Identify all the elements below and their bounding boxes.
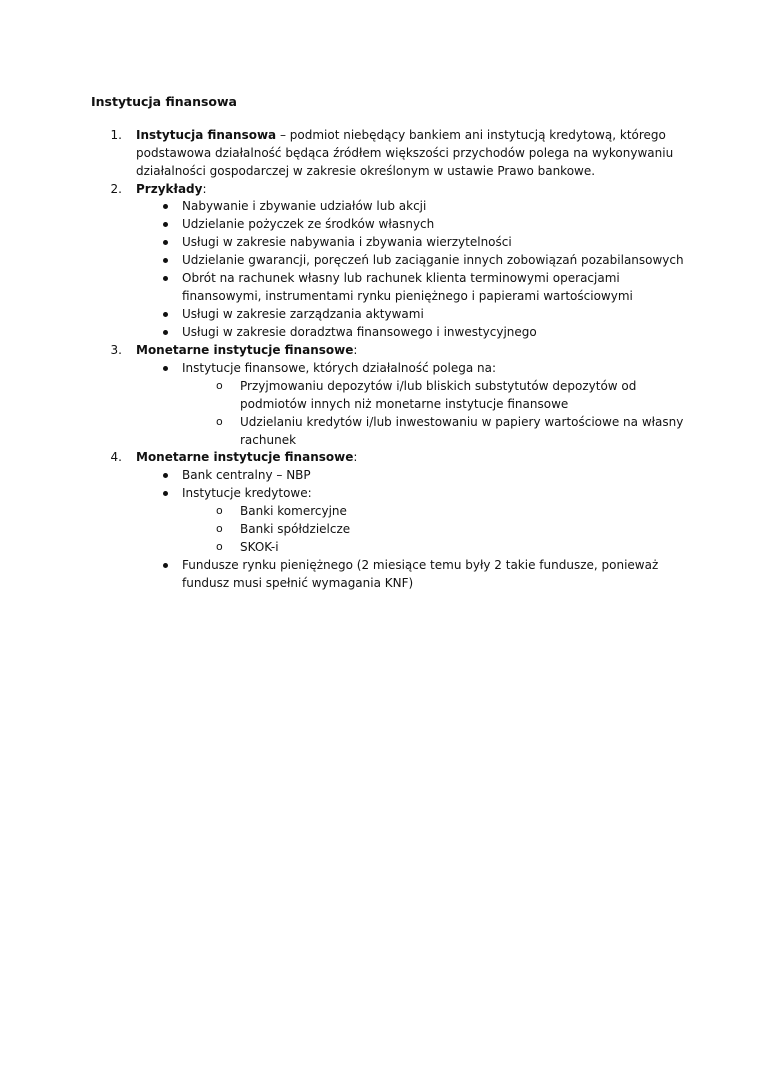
document-title: Instytucja finansowa xyxy=(91,94,237,109)
bullet-icon xyxy=(163,222,168,227)
sub-bullet-icon: o xyxy=(216,540,223,553)
item-number: 2. xyxy=(110,182,122,196)
colon: : xyxy=(202,182,207,196)
item3-term: Monetarne instytucje finansowe xyxy=(136,343,354,357)
item2-heading xyxy=(136,180,207,198)
list-item: Nabywanie i zbywanie udziałów lub akcji xyxy=(182,199,427,213)
item-number: 4. xyxy=(110,450,122,464)
item1-line xyxy=(136,126,666,144)
list-item: Instytucje kredytowe: xyxy=(182,486,312,500)
list-item-continuation: finansowymi, instrumentami rynku pieniężnego i papierami wartościowymi xyxy=(182,289,633,303)
list-item: Udzielanie gwarancji, poręczeń lub zaciąganie innych zobowiązań pozabilansowych xyxy=(182,253,684,267)
bullet-icon xyxy=(163,473,168,478)
list-item-continuation: fundusz musi spełnić wymagania KNF) xyxy=(182,576,414,590)
bullet-icon xyxy=(163,491,168,496)
list-item: Fundusze rynku pieniężnego (2 miesiące temu były 2 takie fundusze, ponieważ xyxy=(182,558,659,572)
colon: : xyxy=(353,343,358,357)
list-item: Obrót na rachunek własny lub rachunek klienta terminowymi operacjami xyxy=(182,271,620,285)
item1-text: – podmiot niebędący bankiem ani instytucją kredytową, którego xyxy=(276,128,666,142)
list-item: Bank centralny – NBP xyxy=(182,468,311,482)
list-item: Udzielanie pożyczek ze środków własnych xyxy=(182,217,435,231)
item-number: 3. xyxy=(110,343,122,357)
bullet-icon xyxy=(163,563,168,568)
item1-term: Instytucja finansowa xyxy=(136,128,277,142)
bullet-icon xyxy=(163,276,168,281)
item2-term: Przykłady xyxy=(136,182,203,196)
sub-list-item: Przyjmowaniu depozytów i/lub bliskich substytutów depozytów od xyxy=(240,379,637,393)
bullet-icon xyxy=(163,240,168,245)
list-item: Usługi w zakresie nabywania i zbywania wierzytelności xyxy=(182,235,512,249)
bullet-icon xyxy=(163,330,168,335)
sub-bullet-icon: o xyxy=(216,415,223,428)
sub-list-item: SKOK-i xyxy=(240,540,279,554)
list-item: Instytucje finansowe, których działalność polega na: xyxy=(182,361,497,375)
item1-line: działalności gospodarczej w zakresie określonym w ustawie Prawo bankowe. xyxy=(136,164,596,178)
item3-heading xyxy=(136,341,357,359)
sub-list-item-continuation: podmiotów innych niż monetarne instytucje finansowe xyxy=(240,397,569,411)
item1-line: podstawowa działalność będąca źródłem większości przychodów polega na wykonywaniu xyxy=(136,146,674,160)
sub-bullet-icon: o xyxy=(216,522,223,535)
list-item: Usługi w zakresie zarządzania aktywami xyxy=(182,307,424,321)
bullet-icon xyxy=(163,204,168,209)
item-number: 1. xyxy=(110,128,122,142)
item4-term: Monetarne instytucje finansowe xyxy=(136,450,354,464)
colon: : xyxy=(353,450,358,464)
list-item: Usługi w zakresie doradztwa finansowego i inwestycyjnego xyxy=(182,325,537,339)
item4-heading xyxy=(136,448,357,466)
sub-list-item: Banki komercyjne xyxy=(240,504,347,518)
bullet-icon xyxy=(163,366,168,371)
sub-list-item: Udzielaniu kredytów i/lub inwestowaniu w papiery wartościowe na własny xyxy=(240,415,684,429)
bullet-icon xyxy=(163,312,168,317)
sub-bullet-icon: o xyxy=(216,504,223,517)
sub-list-item-continuation: rachunek xyxy=(240,433,297,447)
sub-bullet-icon: o xyxy=(216,379,223,392)
bullet-icon xyxy=(163,258,168,263)
sub-list-item: Banki spółdzielcze xyxy=(240,522,351,536)
